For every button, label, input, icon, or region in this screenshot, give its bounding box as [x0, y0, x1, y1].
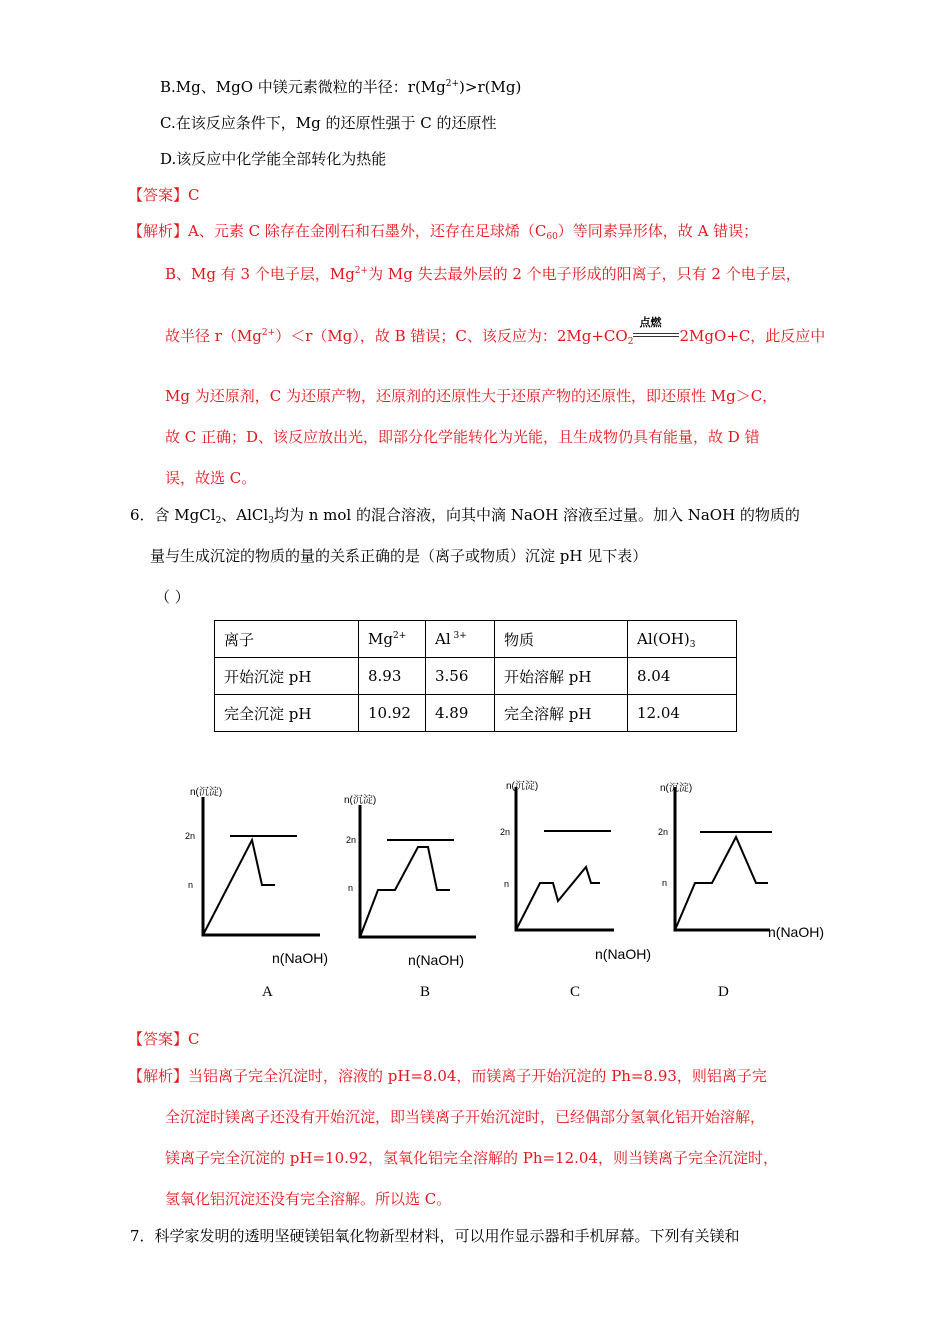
q7-stem-line-1: 7．科学家发明的透明坚硬镁铝氧化物新型材料，可以用作显示器和手机屏幕。下列有关镁和	[130, 1227, 740, 1245]
curve	[675, 837, 768, 930]
table-cell: 4.89	[426, 695, 495, 732]
graph-x-label: n(NaOH)	[768, 924, 825, 940]
table-header-cell: $Al(OH)_3$	[628, 621, 737, 658]
q5-explanation-line-3: 故半径 $r(Mg^{2+})<r(Mg)$，故 B 错误；C、该反应为：$2Mg+CO_2$ 点燃 2MgO+C，此反应中	[165, 316, 826, 347]
q5-explanation-line-4: Mg 为还原剂，C 为还原产物，还原剂的还原性大于还原产物的还原性，即还原性 Mg＞C，	[165, 387, 778, 405]
q5-answer: 【答案】C	[128, 186, 200, 204]
q6-explanation-line-1: 【解析】当铝离子完全沉淀时，溶液的 pH=8.04，而镁离子开始沉淀的 Ph=8.93，则铝离子完	[128, 1067, 767, 1085]
tick-2n-label: 2n	[346, 835, 357, 845]
table-cell: 8.04	[628, 658, 737, 695]
graph-d-caption: D	[718, 984, 729, 1000]
axes	[360, 805, 476, 937]
graph-x-label: n(NaOH)	[408, 952, 465, 968]
q6-stem-line-2: 量与生成沉淀的物质的量的关系正确的是（离子或物质）沉淀 pH 见下表）	[150, 547, 648, 565]
graph-y-label: n(沉淀)	[344, 795, 377, 806]
graph-y-label: n(沉淀)	[190, 787, 223, 798]
reaction-condition-arrow: 点燃	[633, 325, 679, 345]
q5-option-c: C.在该反应条件下，Mg 的还原性强于 C 的还原性	[160, 114, 497, 132]
table-cell: 10.92	[359, 695, 426, 732]
q6-explanation-line-3: 镁离子完全沉淀的 pH=10.92，氢氧化铝完全溶解的 Ph=12.04，则当镁离子完全沉淀时，	[165, 1149, 778, 1167]
q6-explanation-line-4: 氢氧化铝沉淀还没有完全溶解。所以选 C。	[165, 1190, 452, 1208]
table-row	[215, 658, 737, 695]
tick-n-label: n	[662, 878, 668, 888]
axes	[675, 787, 770, 930]
graph-y-label: n(沉淀)	[660, 783, 693, 794]
graph-a-caption: A	[262, 984, 273, 1000]
graph-c-caption: C	[570, 984, 581, 1000]
table-cell: 12.04	[628, 695, 737, 732]
graph-b-caption: B	[420, 984, 431, 1000]
tick-2n-label: 2n	[185, 831, 196, 841]
tick-2n-label: 2n	[658, 827, 669, 837]
curve	[516, 867, 600, 930]
table-cell: 开始沉淀 pH	[215, 658, 359, 695]
graph-x-label: n(NaOH)	[272, 950, 329, 966]
tick-2n-label: 2n	[500, 827, 511, 837]
q6-answer-paren: （ ）	[155, 588, 190, 606]
table-header-row	[215, 621, 737, 658]
table-cell: 3.56	[426, 658, 495, 695]
curve	[360, 847, 450, 937]
q5-explanation-line-2: B、Mg 有 3 个电子层，$Mg^{2+}$为 Mg 失去最外层的 2 个电子形成的阳离子，只有 2 个电子层，	[165, 265, 801, 283]
graph-y-label: n(沉淀)	[506, 781, 539, 792]
table-header-cell: 物质	[495, 621, 628, 658]
curve	[203, 840, 275, 935]
q5-explanation-line-5: 故 C 正确；D、该反应放出光，即部分化学能转化为光能，且生成物仍具有能量，故 D 错	[165, 428, 760, 446]
q6-explanation-line-2: 全沉淀时镁离子还没有开始沉淀，即当镁离子开始沉淀时，已经偶部分氢氧化铝开始溶解，	[165, 1108, 766, 1126]
q6-stem-line-1: 6．含 MgCl$_2$、AlCl$_3$均为 n mol 的混合溶液，向其中滴 NaOH 溶液至过量。加入 NaOH 的物质的	[130, 506, 800, 526]
tick-n-label: n	[504, 879, 510, 889]
q6-answer: 【答案】C	[128, 1030, 200, 1048]
table-cell: 8.93	[359, 658, 426, 695]
q5-option-b: B.Mg、MgO 中镁元素微粒的半径：$r(Mg^{2+})>r(Mg)$	[160, 78, 522, 96]
table-row	[215, 695, 737, 732]
table-cell: 完全溶解 pH	[495, 695, 628, 732]
axes	[516, 787, 614, 930]
table-header-cell: $Mg^{2+}$	[359, 621, 426, 658]
table-cell: 完全沉淀 pH	[215, 695, 359, 732]
table-cell: 开始溶解 pH	[495, 658, 628, 695]
graph-d	[650, 775, 840, 975]
table-header-cell: Al $^{3+}$	[426, 621, 495, 658]
graph-x-label: n(NaOH)	[595, 946, 652, 962]
axes	[203, 797, 320, 935]
tick-n-label: n	[188, 880, 194, 890]
table-header-cell: 离子	[215, 621, 359, 658]
q5-explanation-line-6: 误，故选 C。	[165, 469, 257, 487]
q5-explanation-line-1: 【解析】A、元素 C 除存在金刚石和石墨外，还存在足球烯$(C_{60})$等同素异形体，故 A 错误；	[128, 222, 759, 242]
ph-table	[214, 620, 737, 732]
q5-option-d: D.该反应中化学能全部转化为热能	[160, 150, 387, 168]
tick-n-label: n	[348, 883, 354, 893]
